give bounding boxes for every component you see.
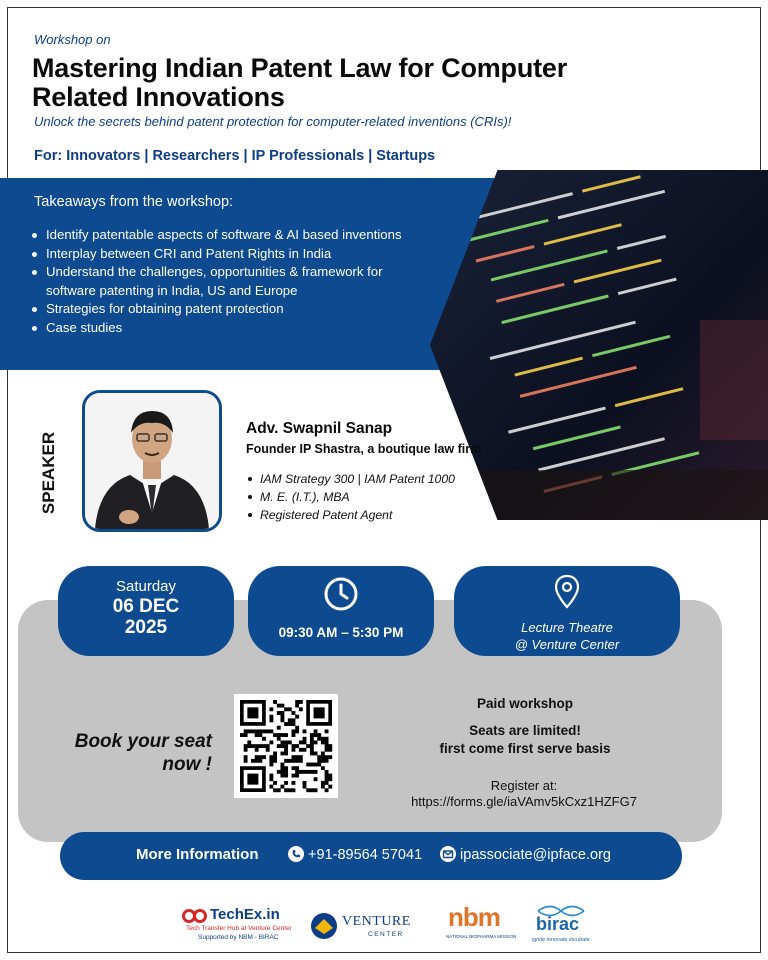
contact-phone[interactable]	[288, 846, 422, 863]
credential-item: IAM Strategy 300 | IAM Patent 1000	[246, 470, 455, 488]
seats-note	[400, 722, 650, 758]
event-day: Saturday	[115, 578, 177, 595]
birac-name: birac	[536, 914, 580, 934]
techex-logo	[180, 906, 300, 946]
speaker-section-label	[22, 418, 74, 528]
techex-support: Supported by NBM - BIRAC	[198, 934, 279, 941]
audience-line: For: Innovators | Researchers | IP Professionals | Startups	[34, 148, 436, 164]
contact-label: More Information	[136, 846, 259, 863]
svg-text:SPEAKER: SPEAKER	[39, 431, 58, 515]
title-line-1: Mastering Indian Patent Law for Computer	[32, 53, 568, 83]
venture-sub: CENTER	[368, 931, 404, 938]
techex-mark-icon	[182, 909, 208, 923]
nbm-logo	[446, 902, 517, 946]
takeaways-list	[30, 226, 420, 337]
takeaway-item: Identify patentable aspects of software & AI based inventions	[30, 226, 420, 245]
workshop-subtitle: Unlock the secrets behind patent protection for computer-related inventions (CRIs)!	[34, 114, 512, 129]
registration-qr-code[interactable]	[234, 694, 338, 798]
speaker-credentials	[246, 470, 455, 524]
paid-workshop-label: Paid workshop	[476, 696, 574, 711]
seats-line-2: first come first serve basis	[439, 741, 611, 756]
takeaway-item: Interplay between CRI and Patent Rights in India	[30, 245, 420, 264]
credential-item: Registered Patent Agent	[246, 506, 455, 524]
venture-name: VENTURE	[342, 914, 411, 929]
takeaway-item: Understand the challenges, opportunities & framework for software patenting in India, US and Europe	[30, 263, 420, 300]
takeaway-item: Case studies	[30, 319, 420, 338]
event-year: 2025	[124, 617, 168, 638]
speaker-name: Adv. Swapnil Sanap	[246, 420, 393, 437]
event-time: 09:30 AM – 5:30 PM	[278, 625, 404, 640]
event-date: 06 DEC	[112, 596, 180, 617]
contact-email[interactable]	[440, 846, 611, 863]
register-label: Register at:	[490, 778, 558, 793]
code-screen-image	[430, 170, 768, 520]
speaker-role: Founder IP Shastra, a boutique law firm	[246, 442, 482, 456]
venture-center-logo	[310, 910, 430, 944]
venue-line-1: Lecture Theatre	[521, 620, 613, 635]
venue-pill	[454, 566, 680, 656]
takeaway-item: Strategies for obtaining patent protection	[30, 300, 420, 319]
partner-logos	[180, 904, 600, 950]
email-address: ipassociate@ipface.org	[460, 847, 611, 863]
venue-line-2: @ Venture Center	[514, 637, 620, 652]
credential-item: M. E. (I.T.), MBA	[246, 488, 455, 506]
cta-line-2: now !	[162, 754, 212, 775]
speaker-photo	[82, 390, 222, 532]
takeaways-title: Takeaways from the workshop:	[34, 194, 234, 210]
phone-icon	[288, 846, 304, 862]
email-icon	[440, 846, 456, 862]
phone-number: +91-89564 57041	[308, 847, 423, 863]
seats-line-1: Seats are limited!	[469, 723, 581, 738]
workshop-kicker: Workshop on	[34, 32, 111, 47]
title-line-2: Related Innovations	[32, 82, 285, 112]
register-link[interactable]: https://forms.gle/iaVAmv5kCxz1HZFG7	[411, 794, 637, 809]
date-pill	[58, 566, 234, 656]
location-pin-icon	[553, 574, 581, 610]
nbm-name: nbm	[448, 902, 500, 932]
register-block	[390, 778, 658, 810]
time-pill	[248, 566, 434, 656]
nbm-sub: NATIONAL BIOPHARMA MISSION	[446, 934, 517, 939]
book-seat-cta	[48, 730, 212, 776]
cta-line-1: Book your seat	[74, 731, 212, 752]
techex-tagline: Tech Transfer Hub at Venture Center	[186, 925, 292, 932]
techex-name: TechEx.in	[210, 906, 280, 923]
workshop-title	[32, 54, 732, 112]
venture-emblem-icon	[310, 912, 338, 940]
clock-icon	[323, 576, 359, 612]
birac-tagline: ignite innovate incubate	[532, 937, 590, 943]
birac-logo	[530, 904, 596, 950]
